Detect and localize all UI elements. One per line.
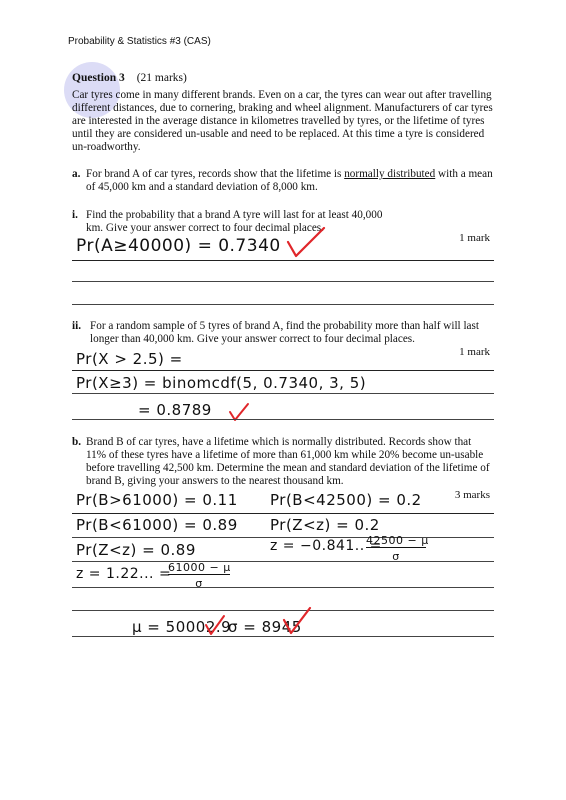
underlined-phrase: normally distributed	[344, 168, 436, 180]
answer-b-right-2: Pr(Z<z) = 0.2	[270, 516, 380, 534]
answer-line	[72, 393, 494, 394]
question-number: Question 3	[72, 72, 125, 84]
answer-line	[72, 587, 494, 588]
answer-b-left-4: z = 1.22... =	[76, 566, 172, 582]
answer-b-mu: μ = 50002.9	[132, 618, 232, 636]
part-b-marks: 3 marks	[454, 489, 490, 501]
answer-b-sigma: σ = 8945	[228, 618, 302, 636]
question-marks: (21 marks)	[136, 72, 187, 84]
answer-aii-line1: Pr(X > 2.5) =	[76, 350, 183, 368]
part-aii-marks: 1 mark	[459, 346, 490, 358]
answer-line	[72, 419, 494, 420]
answer-b-right-1: Pr(B<42500) = 0.2	[270, 491, 422, 509]
answer-line	[72, 370, 494, 371]
tick-mark-icon	[282, 606, 312, 636]
answer-b-left-2: Pr(B<61000) = 0.89	[76, 516, 238, 534]
question-intro: Car tyres come in many different brands. Even on a car, the tyres can wear out after travelling different distances, due to cornering, braking and wheel alignment. Manufacturers of car tyres are interested in the average distance in kilometres travelled by tyres, or the lifetime of tyres until they are considered un-usable and need to be replaced. At this time a tyre is considered un-roadworthy.	[72, 89, 493, 153]
answer-b-right-frac-den: σ	[392, 550, 400, 563]
answer-aii-line3: = 0.8789	[138, 401, 212, 419]
part-ai-label: i.	[72, 209, 78, 221]
answer-line	[72, 281, 494, 282]
answer-ai: Pr(A≥40000) = 0.7340	[76, 236, 281, 256]
tick-mark-icon	[286, 226, 326, 260]
part-a-label: a.	[72, 168, 81, 180]
answer-aii-line2: Pr(X≥3) = binomcdf(5, 0.7340, 3, 5)	[76, 374, 367, 392]
part-ai-text: Find the probability that a brand A tyre will last for at least 40,000 km. Give your answer correct to four decimal places.	[86, 209, 383, 234]
page-header: Probability & Statistics #3 (CAS)	[68, 36, 211, 47]
part-b-label: b.	[72, 436, 82, 448]
part-aii-label: ii.	[72, 320, 82, 332]
answer-b-left-1: Pr(B>61000) = 0.11	[76, 491, 238, 509]
answer-b-right-3: z = −0.841.. =	[270, 538, 382, 554]
tick-mark-icon	[204, 614, 226, 636]
answer-b-left-frac-num: 61000 − μ	[168, 561, 231, 574]
question-title	[72, 72, 187, 84]
answer-b-right-frac-num: 42500 − μ	[366, 534, 429, 547]
answer-line	[72, 636, 494, 637]
answer-b-left-frac-den: σ	[195, 577, 203, 590]
answer-line	[72, 513, 494, 514]
part-a-text: For brand A of car tyres, records show that the lifetime is normally distributed with a mean of 45,000 km and a standard deviation of 8,000 km.	[86, 168, 493, 193]
part-aii-text: For a random sample of 5 tyres of brand A, find the probability more than half will last longer than 40,000 km. Give your answer correct to four decimal places.	[90, 320, 479, 345]
part-b-text: Brand B of car tyres, have a lifetime which is normally distributed. Records show that 11% of these tyres have a lifetime of more than 61,000 km while 20% become un-usable before travelling 42,500 km. Determine the mean and standard deviation of the lifetime of brand B, giving your answers to the nearest thousand km.	[86, 436, 490, 487]
answer-b-left-3: Pr(Z<z) = 0.89	[76, 541, 196, 559]
answer-line	[72, 304, 494, 305]
part-ai-marks: 1 mark	[459, 232, 490, 244]
answer-line	[72, 561, 494, 562]
answer-line	[72, 260, 494, 261]
